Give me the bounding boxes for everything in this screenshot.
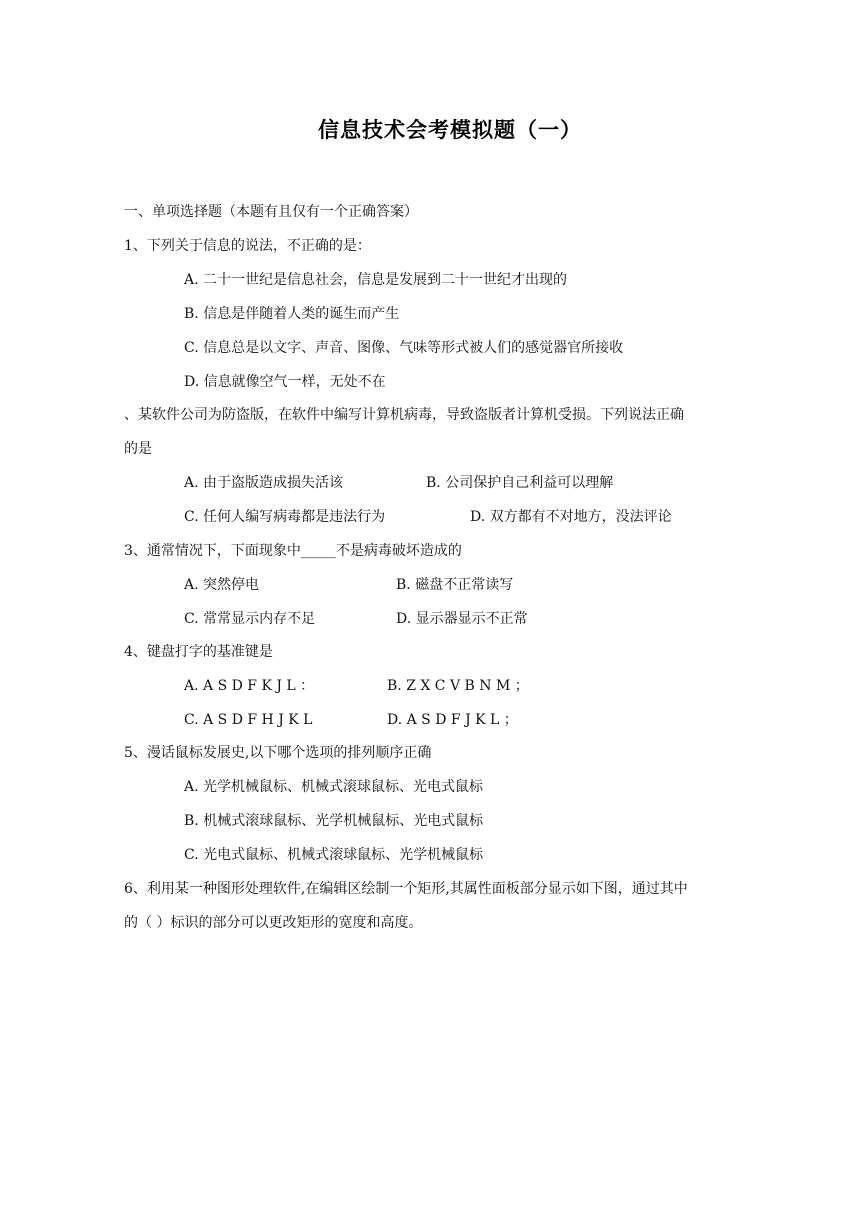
section-heading: 一、单项选择题（本题有且仅有一个正确答案） [124, 204, 418, 220]
page-title: 信息技术会考模拟题（一） [318, 118, 582, 142]
question-5-option-b: B. 机械式滚球鼠标、光学机械鼠标、光电式鼠标 [184, 813, 484, 829]
question-6-stem-line2: 的（ ）标识的部分可以更改矩形的宽度和高度。 [124, 915, 423, 931]
question-2-option-c: C. 任何人编写病毒都是违法行为 [184, 509, 386, 525]
question-5-option-c: C. 光电式鼠标、机械式滚球鼠标、光学机械鼠标 [184, 847, 484, 863]
question-3-option-a: A. 突然停电 [184, 577, 260, 593]
question-4-option-d: D. A S D F J K L ； [387, 712, 518, 728]
question-4-stem: 4、键盘打字的基准键是 [124, 644, 273, 660]
question-1-option-a: A. 二十一世纪是信息社会，信息是发展到二十一世纪才出现的 [184, 272, 568, 288]
question-2-option-a: A. 由于盗版造成损失活该 [184, 475, 344, 491]
question-3-option-b: B. 磁盘不正常读写 [396, 577, 514, 593]
question-3-option-c: C. 常常显示内存不足 [184, 611, 316, 627]
question-2-stem-line1: 、某软件公司为防盗版，在软件中编写计算机病毒，导致盗版者计算机受损。下列说法正确 [124, 407, 684, 423]
question-2-option-d: D. 双方都有不对地方，没法评论 [470, 509, 672, 525]
question-4-option-a: A. A S D F K J L ： [184, 678, 315, 694]
question-2-option-b: B. 公司保护自己利益可以理解 [426, 475, 614, 491]
question-5-stem: 5、漫话鼠标发展史,以下哪个选项的排列顺序正确 [124, 745, 432, 761]
question-3-stem: 3、通常情况下，下面现象中_____不是病毒破坏造成的 [124, 543, 462, 559]
question-2-stem-line2: 的是 [124, 441, 152, 457]
question-1-option-c: C. 信息总是以文字、声音、图像、气味等形式被人们的感觉器官所接收 [184, 340, 624, 356]
question-4-option-c: C. A S D F H J K L [184, 712, 313, 728]
question-1-option-d: D. 信息就像空气一样，无处不在 [184, 374, 386, 390]
question-3-option-d: D. 显示器显示不正常 [396, 611, 528, 627]
question-1-option-b: B. 信息是伴随着人类的诞生而产生 [184, 306, 400, 322]
question-5-option-a: A. 光学机械鼠标、机械式滚球鼠标、光电式鼠标 [184, 779, 484, 795]
question-4-option-b: B. Z X C V B N M ； [387, 678, 529, 694]
question-1-stem: 1、下列关于信息的说法，不正确的是： [124, 238, 371, 254]
question-6-stem-line1: 6、利用某一种图形处理软件,在编辑区绘制一个矩形,其属性面板部分显示如下图，通过其中 [124, 881, 688, 897]
